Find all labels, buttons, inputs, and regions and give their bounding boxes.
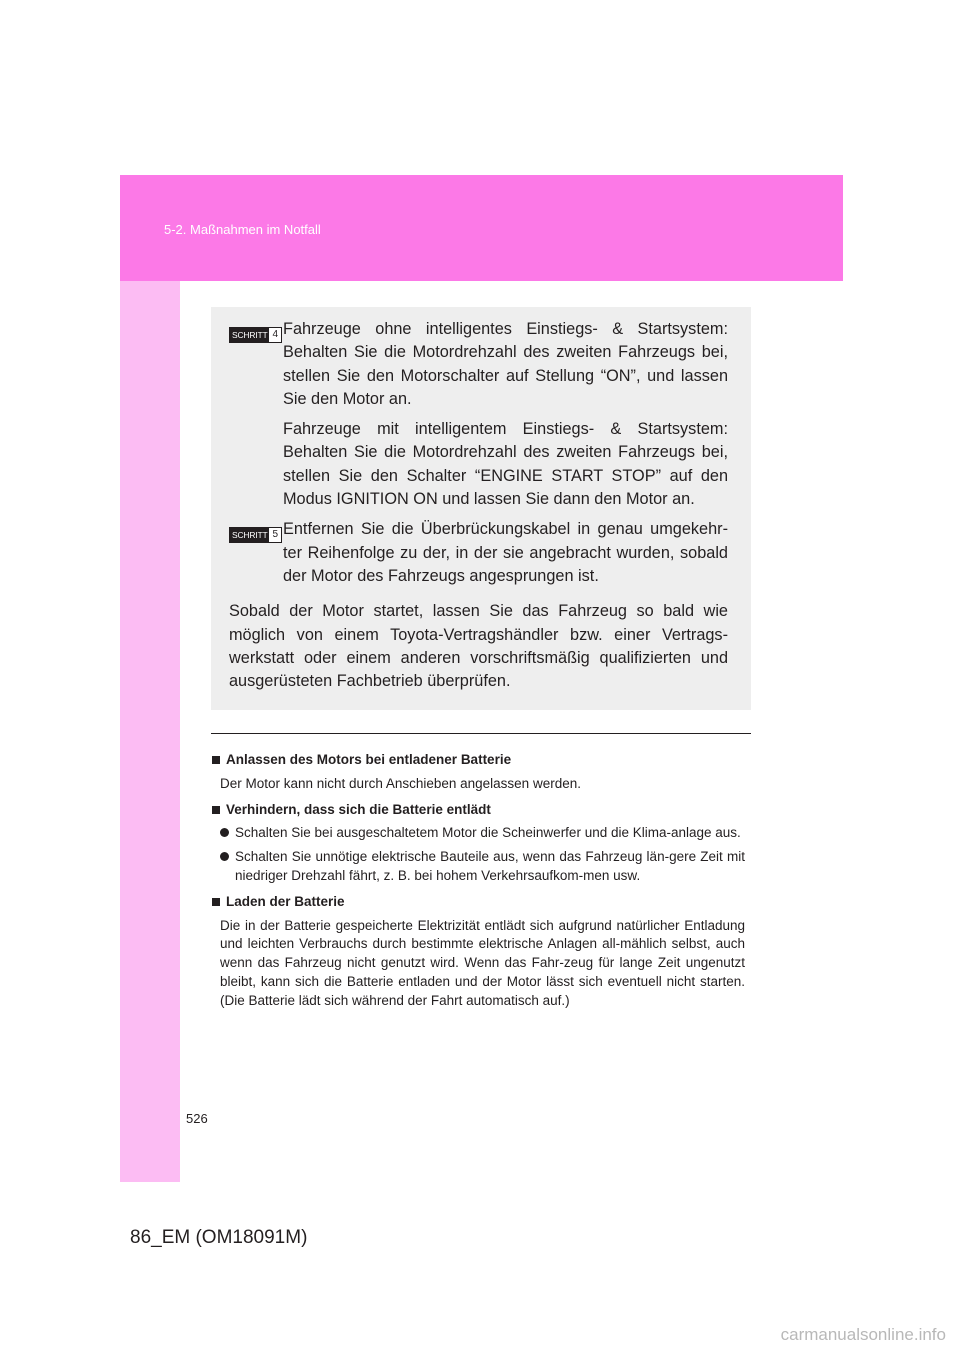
step-badge-label: SCHRITT (232, 530, 268, 541)
square-bullet-icon (212, 756, 220, 764)
note-body: Die in der Batterie gespeicherte Elektrizität entlädt sich aufgrund natürlicher Entladung und leichten Verbrauchs durch bestimmte elektrische Anlagen all-mählich selbst, auch wenn das Fahrzeug nicht genutzt wird. Wenn das Fahr-zeug für lange Zeit ungenutzt bleibt, kann sich die Batterie entladen und der Motor lässt sich eventuell nicht starten. (Die Batterie lädt sich während der Fahrt automatisch auf.) (220, 917, 745, 1008)
watermark: carmanualsonline.info (780, 1325, 946, 1344)
notes-section (212, 751, 745, 1011)
note-heading-text: Anlassen des Motors bei entladener Batterie (226, 752, 512, 767)
step-paragraph: Entfernen Sie die Überbrückungskabel in genau umgekehr-ter Reihenfolge zu der, in der sie angebracht wurden, sobald der Motor des Fahrzeugs angesprungen ist. (283, 520, 728, 585)
section-divider (211, 733, 751, 734)
list-item-text: Schalten Sie unnötige elektrische Bauteile aus, wenn das Fahrzeug län-gere Zeit mit niedriger Drehzahl fährt, z. B. bei hohem Verkehrsaufkom-men usw. (235, 849, 745, 883)
list-item-text: Schalten Sie bei ausgeschaltetem Motor die Scheinwerfer und die Klima-anlage aus. (235, 825, 741, 841)
note-heading-text: Verhindern, dass sich die Batterie entlädt (226, 801, 491, 817)
step-5 (229, 518, 728, 595)
procedure-steps (229, 318, 728, 693)
note-heading-text: Laden der Batterie (226, 893, 345, 909)
note-body: Der Motor kann nicht durch Anschieben angelassen werden. (220, 775, 581, 791)
step-badge (229, 327, 282, 343)
page-number: 526 (186, 1111, 208, 1126)
note-heading (212, 801, 745, 820)
list-item (220, 848, 745, 886)
note-heading (212, 893, 745, 912)
round-bullet-icon (220, 828, 229, 837)
document-id: 86_EM (OM18091M) (130, 1227, 308, 1248)
step-4 (229, 318, 728, 518)
procedure-summary: Sobald der Motor startet, lassen Sie das Fahrzeug so bald wie möglich von einem Toyota-Vertragshändler bzw. einer Vertrags-werkstatt oder einem anderen vorschriftsmäßig qualifizierten und ausgerüsteten Fachbetrieb überprüfen. (229, 602, 728, 691)
step-badge-number: 4 (269, 328, 281, 342)
square-bullet-icon (212, 898, 220, 906)
round-bullet-icon (220, 852, 229, 861)
list-item (220, 824, 745, 843)
square-bullet-icon (212, 806, 220, 814)
step-badge-label: SCHRITT (232, 330, 268, 340)
chapter-side-band (120, 281, 180, 1182)
section-title: 5-2. Maßnahmen im Notfall (164, 222, 321, 237)
step-paragraph: Fahrzeuge mit intelligentem Einstiegs- & Startsystem: Behalten Sie die Motordrehzahl des zweiten Fahrzeugs bei, stellen Sie den Schalter “ENGINE START STOP” auf den Modus IGNITION ON und lassen Sie dann den Motor an. (283, 420, 728, 509)
step-badge-number: 5 (269, 528, 281, 542)
note-heading (212, 751, 745, 770)
step-badge (229, 527, 282, 543)
step-paragraph: Fahrzeuge ohne intelligentes Einstiegs- & Startsystem: Behalten Sie die Motordrehzahl des zweiten Fahrzeugs bei, stellen Sie den Motorschalter auf Stellung “ON”, und lassen Sie den Motor an. (283, 320, 728, 408)
